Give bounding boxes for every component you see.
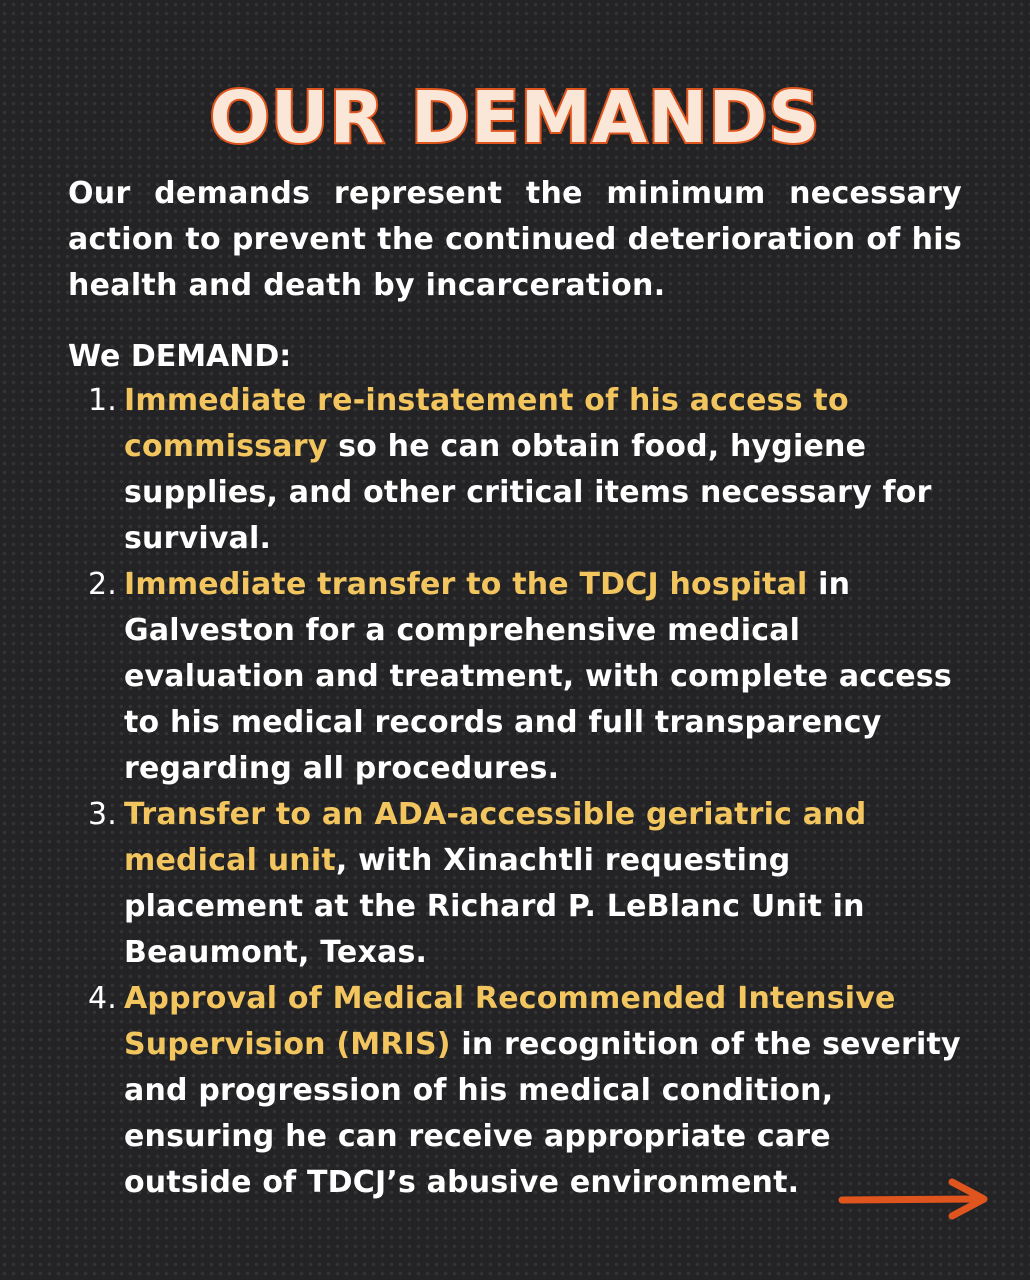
demand-item-3 <box>68 792 968 976</box>
demand-item-2 <box>68 562 968 792</box>
demand-highlight: Transfer to an ADA-accessible geriatric and medical unit <box>124 797 867 878</box>
demand-highlight: Immediate transfer to the TDCJ hospital <box>124 567 808 602</box>
arrow-right-icon[interactable] <box>836 1176 992 1224</box>
demand-item-1 <box>68 378 968 562</box>
demand-heading: We DEMAND: <box>68 339 292 374</box>
intro-paragraph: Our demands represent the minimum necessary action to prevent the continued deterioration of his health and death by incarceration. <box>68 176 962 303</box>
demand-text: in recognition of the severity and progression of his medical condition, ensuring he can receive appropriate care outside of TDCJ’s abusive environment. <box>124 1027 961 1200</box>
demand-highlight: Approval of Medical Recommended Intensive Supervision (MRIS) <box>124 981 896 1062</box>
demand-number: 2. <box>88 567 118 602</box>
page-title: OUR DEMANDS <box>209 76 821 159</box>
demand-text: , with Xinachtli requesting placement at the Richard P. LeBlanc Unit in Beaumont, Texas. <box>124 843 865 970</box>
demand-number: 4. <box>88 981 118 1016</box>
demand-highlight: Immediate re-instatement of his access to commissary <box>124 383 849 464</box>
demands-list <box>68 378 968 1206</box>
demand-number: 1. <box>88 383 118 418</box>
demand-number: 3. <box>88 797 118 832</box>
demand-text: in Galveston for a comprehensive medical evaluation and treatment, with complete access to his medical records and full transparency regarding all procedures. <box>124 567 952 786</box>
demand-text: so he can obtain food, hygiene supplies, and other critical items necessary for survival. <box>124 429 932 556</box>
demand-item-4 <box>68 976 968 1206</box>
